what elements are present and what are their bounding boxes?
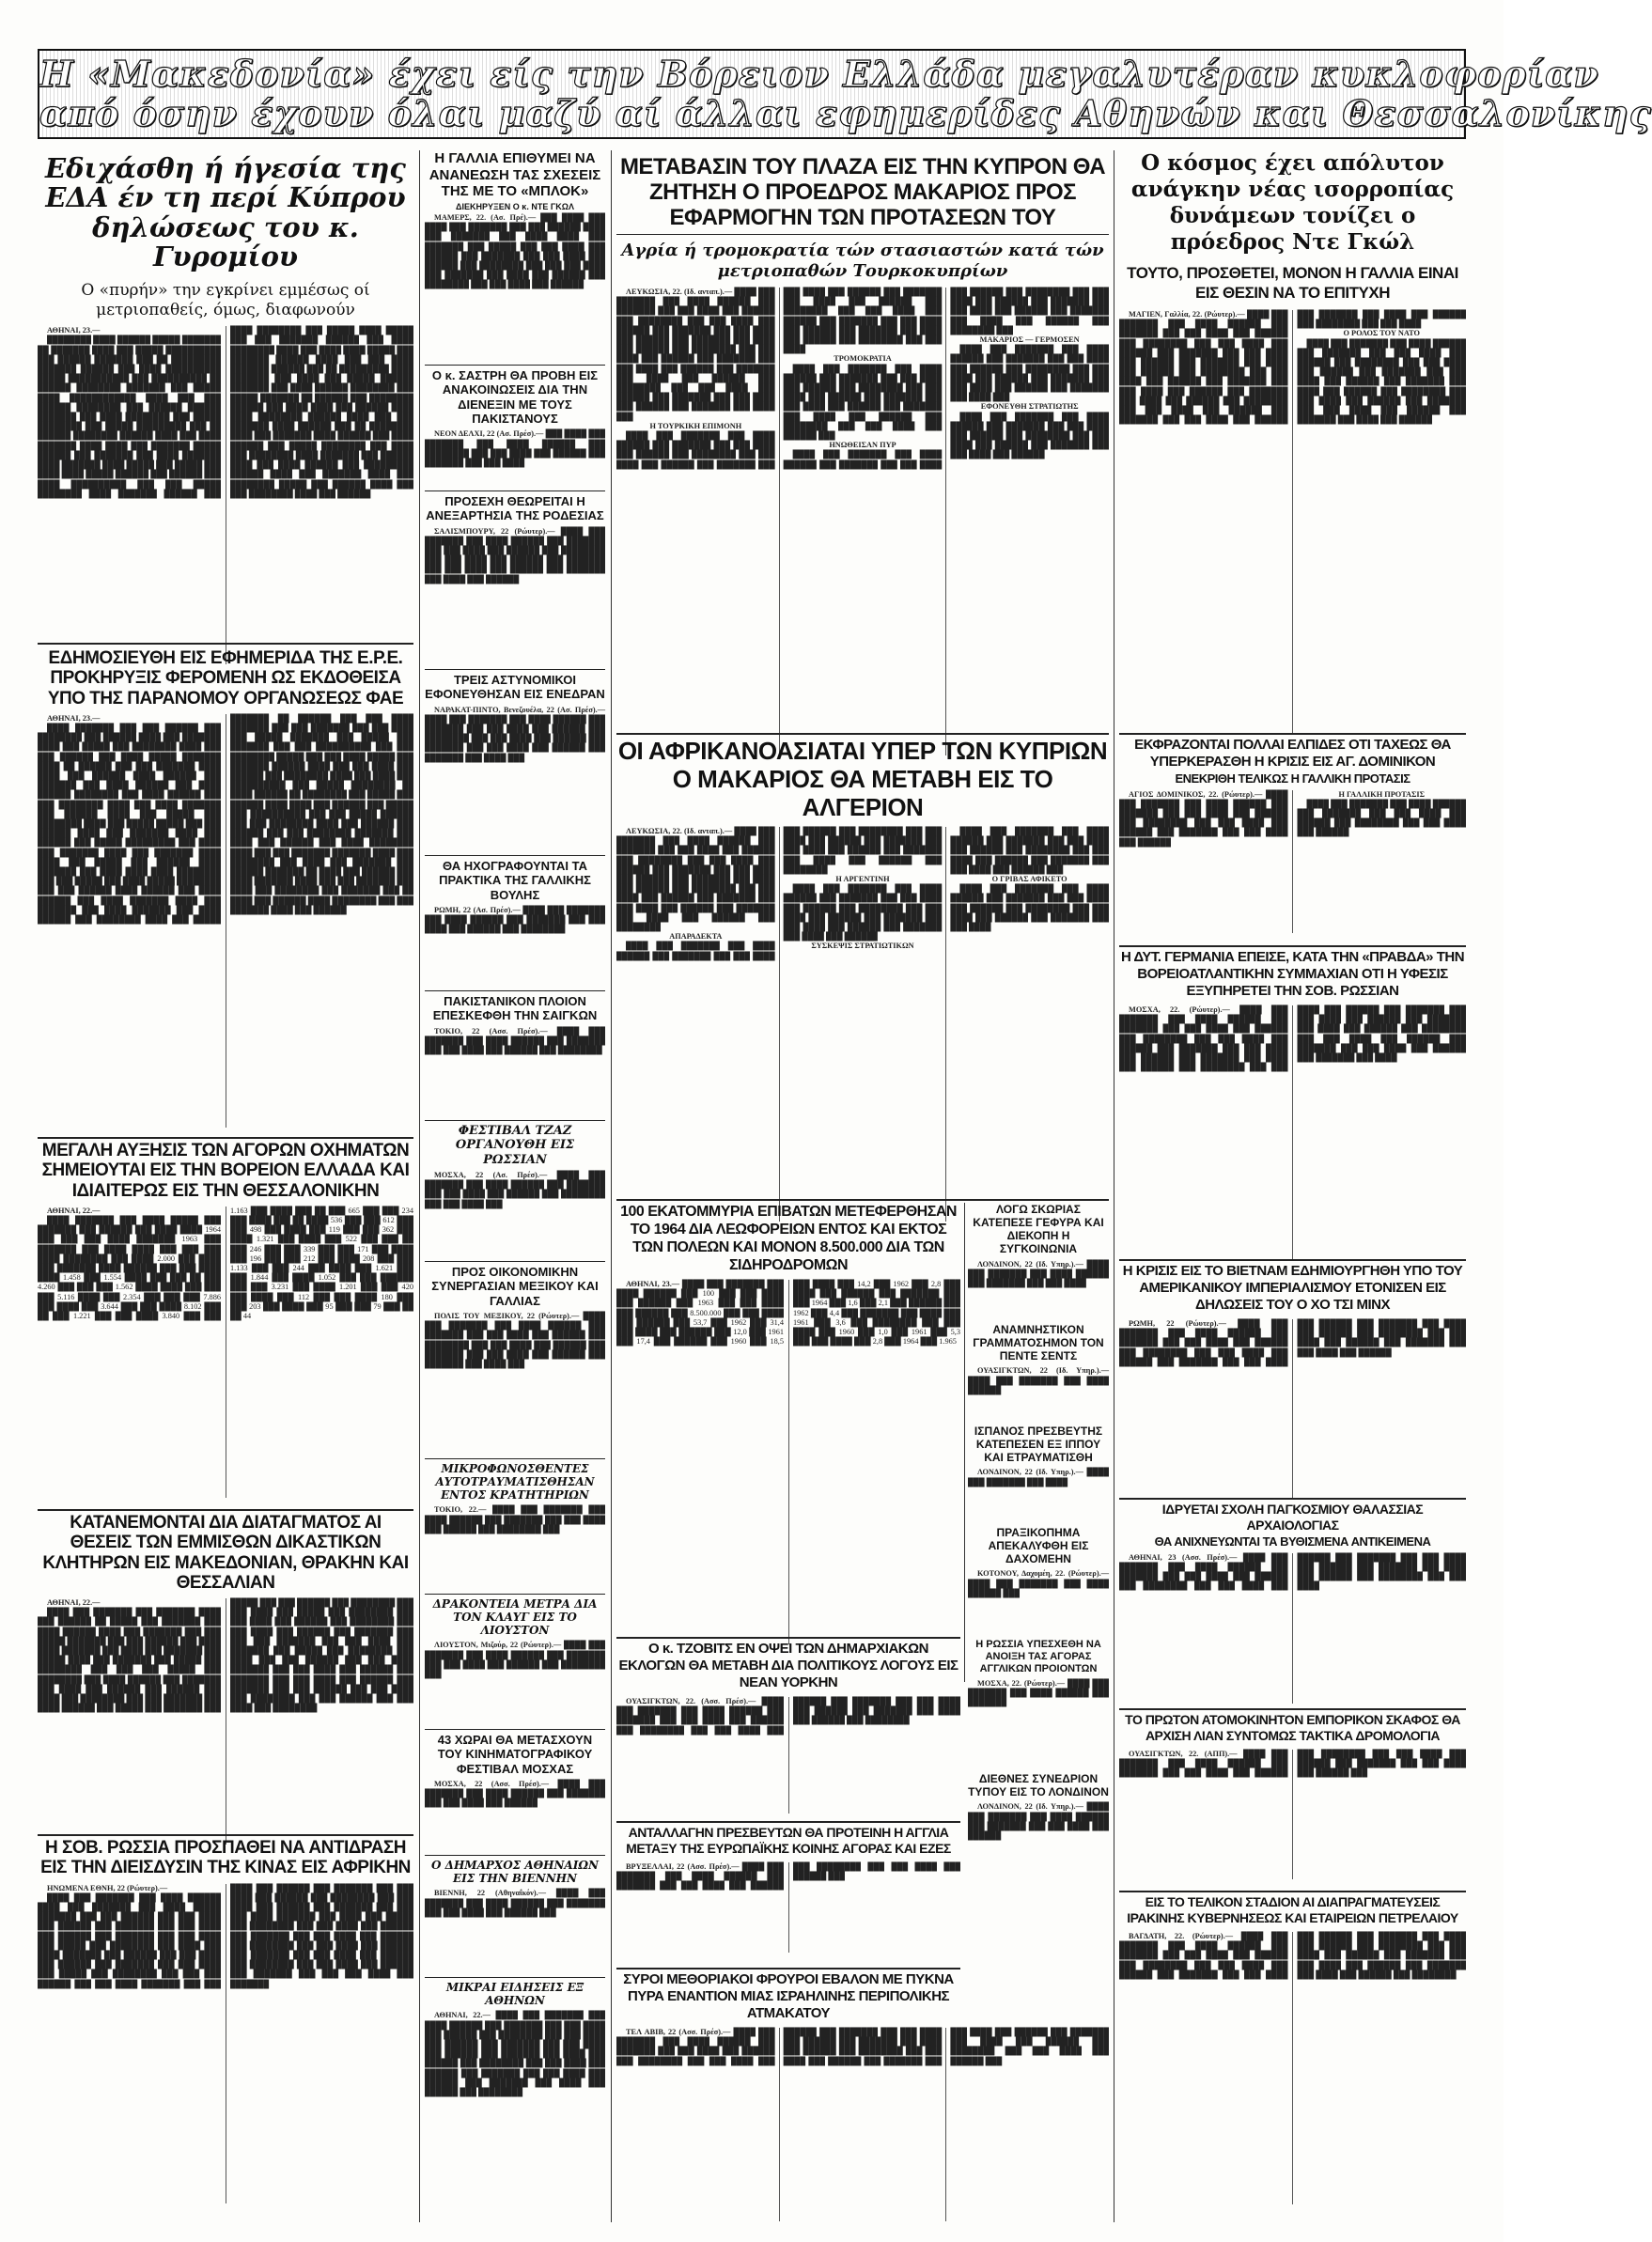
dateline: ΜΑΓΙΕΝ, Γαλλία, 22. (Ρώυτερ).— [1129, 310, 1245, 319]
article-bridge [968, 1203, 1109, 1319]
article-body: ΜΑΜΕΡΣ, 22. (Ασ. Πρέ).— ███ ████ ███ ████ ███ ███████ ███ ███ ██████ ████ ███ ███████ ███ ████ ████ ███ ███████ ███ █████ ███ ███ ████ ███ ██████ ███ ███████ ███ ███ ████ ███ ██████ ███ ████████ ███ ███ ███ ████ ███ ███████ ███ ████ ███ ██████ ███ ████████ ███ ███ ████ ███ ██████ [425, 213, 605, 289]
article-afro-asians [616, 737, 1109, 1199]
masthead-line-2: από όσην έχουν όλαι μαζύ αί άλλαι εφημερίδες Αθηνών και Θεσσαλονίκης [39, 92, 1652, 134]
article-body: ΤΟΚΙΟ, 22 (Ασσ. Πρέσ).— ████ ███ ███████ ███ ████ ██████ ███ ███████ ███ ███ ████ ███ ██████ ███ ████████ [425, 1026, 605, 1055]
dateline: ΒΡΥΞΕΛΛΑΙ, 22 (Ασσ. Πρέσ).— [626, 1862, 740, 1871]
dateline: ΡΩΜΗ, 22 (Ρώυτερ).— [1129, 1319, 1226, 1328]
article-ambassadors [616, 1825, 960, 1966]
section-divider [38, 1834, 413, 1836]
article-body: ΚΟΤΟΝΟΥ, Δαχομέη, 22. (Ρώυτερ).— ████ ███ ███████ ███ ████ ██████ ███ [968, 1569, 1109, 1597]
dateline: ΑΘΗΝΑΙ, 23.— [47, 326, 101, 335]
dateline: ΛΟΝΔΙΝΟΝ, 22 (Ιδ. Υπηρ.).— [977, 1468, 1083, 1477]
article-body: ΑΘΗΝΑΙ, 23.— ████ ███ ███████ ███ ████ ██████ ███ 100 ███ ███ ████ ███ ██████ ███ 1963 ███ ███ ████ ███ ██████ ███ 8.500.000 ███ ███ ████ ███ ██████ ███ 53,7 ███ 1962 ███ 31,4 ███ ████ ███ ██████ ███ 12,0 ███ 1961 ███ 17,4 ███ ██████ ███ 1960 ███ 18,5 ███ ████ ███ 14,2 ███ 1962 ███ 2,8 ███ ████ ███ ██████ ███ ███████ ███ ███ 1964 ███ 1,6 ███ 2,1 ███ ██████ ███ 1962 ███ 4,4 ███ ███████ ███ ████ ███ 1961 ███ 3,6 ███ ████████ ███ ███ ████ ███ 1960 ███ 1,0 ███ 1961 ███ 5,3 ███ ███ ████ ███ 2,8 ███ 1964 ███ 1.965 [616, 1280, 960, 1347]
article-saigon [425, 994, 605, 1120]
dateline: ΑΘΗΝΑΙ, 23 (Ασσ. Πρέσ).— [1129, 1552, 1238, 1562]
article-degaulle-balance [1119, 150, 1466, 733]
article-body: ΤΟΚΙΟ, 22.— ████ ███ ███████ ███ ████ ██████ ███ ███████ ███ ███ ████ ███ ██████ ███ ████████ ███ [425, 1505, 605, 1534]
column-rule [419, 150, 420, 2222]
headline: ΕΔΗΜΟΣΙΕΥΘΗ ΕΙΣ ΕΦΗΜΕΡΙΔΑ ΤΗΣ Ε.Ρ.Ε. ΠΡΟΚΗΡΥΞΙΣ ΦΕΡΟΜΕΝΗ ΩΣ ΕΚΔΟΘΕΙΣΑ ΥΠΟ ΤΗΣ ΠΑΡΑΝΟΜΟΥ ΟΡΓΑΝΩΣΕΩΣ ΦΑΕ [47, 648, 404, 708]
section-divider [616, 1637, 960, 1639]
section-divider [425, 1594, 605, 1595]
article-plaza-cyprus [616, 150, 1109, 733]
dateline: ΚΟΤΟΝΟΥ, Δαχομέη, 22. (Ρώυτερ).— [977, 1569, 1109, 1579]
article-syria [616, 1971, 1109, 2223]
headline: Ο κόσμος έχει απόλυτον ανάγκην νέας ισορροπίας δυνάμεων τονίζει ο πρόεδρος Ντε Γκώλ [1130, 150, 1455, 255]
section-divider [425, 990, 605, 991]
headline: ΤΟ ΠΡΩΤΟΝ ΑΤΟΜΟΚΙΝΗΤΟΝ ΕΜΠΟΡΙΚΟΝ ΣΚΑΦΟΣ ΘΑ ΑΡΧΙΣΗ ΛΙΑΝ ΣΥΝΤΟΜΩΣ ΤΑΚΤΙΚΑ ΔΡΟΜΟΛΟΓΙΑ [1125, 1712, 1460, 1743]
headline: ΚΑΤΑΝΕΜΟΝΤΑΙ ΔΙΑ ΔΙΑΤΑΓΜΑΤΟΣ ΑΙ ΘΕΣΕΙΣ ΤΩΝ ΕΜΜΙΣΘΩΝ ΔΙΚΑΣΤΙΚΩΝ ΚΛΗΤΗΡΩΝ ΕΙΣ ΜΑΚΕΔΟΝΙΑΝ, ΘΡΑΚΗΝ ΚΑΙ ΘΕΣΣΑΛΙΑΝ [42, 1513, 409, 1593]
masthead-line-1: Η «Μακεδονία» έχει είς την Βόρειον Ελλάδα μεγαλυτέραν κυκλοφορίαν [39, 53, 1599, 95]
article-body: ΜΟΣΧΑ, 22 (Ασ. Πρέσ).— ████ ███ ███████ ███ ████ ██████ ███ ███████ ███ ███ ████ ███ ██████ ███ ████████ ███ ███ ████ ███ [425, 1170, 606, 1208]
article-notaries [38, 1513, 413, 1834]
article-small-news [425, 1981, 605, 2223]
article-recorded [425, 859, 605, 990]
dateline: ΜΟΣΧΑ, 22 (Ασσ. Πρέσ).— [434, 1779, 550, 1788]
section-heading: ΜΑΚΑΡΙΟΣ — ΓΕΡΜΟΣΕΝ [979, 335, 1080, 345]
section-divider [38, 643, 413, 645]
section-divider [425, 1977, 605, 1978]
article-body: ΛΟΝΔΙΝΟΝ, 22 (Ιδ. Υπηρ.).— ████ ███ ███████ ███ ████ ██████ ███ ███████ ███ ███ ████ ███ ██████ [968, 1802, 1109, 1840]
section-divider [425, 1458, 605, 1459]
article-body: ΟΥΑΣΙΓΚΤΩΝ, 22. (Ασσ. Πρέσ).— ████ ███ ███████ ███ ████ ██████ ███ ███████ ███ ███ ████ ███ ██████ ███ ████████ ███ ███ ████ ███ ██████ ███ ███████ ███ ███ ████ ███ ██████ ███ ███████ ███ ████ ███ ██████ ███ ████████ [616, 1697, 960, 1735]
article-body: ΑΘΗΝΑΙ, 23 (Ασσ. Πρέσ).— ████ ███ ███████ ███ ████ ██████ ███ ███████ ███ ███ ████ ███ ██████ ███ ████████ ███ ███ ████ ███ ██████ ███ ███████ ███ ███ ████ ███ ██████ ███ ███████ ███ ████ ███ ██████ ███ ████████ ███ ███ ████ [1119, 1552, 1466, 1591]
article-body: ΛΙΟΥΣΤΟΝ, Μιζούρ, 22 (Ρώυτερ).— ████ ███ ███████ ███ ████ ██████ ███ ███████ ███ ███ ████ ███ ██████ ███ ████████ ███ [425, 1641, 605, 1679]
section-divider [425, 669, 605, 670]
article-body: ΜΟΣΧΑ, 22. (Ρώυτερ).— ████ ███ ███████ ███ ████ ██████ ███ ███████ ███ ███ ████ ███ ██████ ███ ████████ ███ ███ ████ ███ ██████ ███ ███████ ███ ███ ████ ███ ██████ ███ ███████ ███ ████ ███ ██████ ███ ████████ ███ ███ ████ ███ ██████ ███ ███████ ███ ███ ████ ███ ██████ ███ ███████ ███ ████ ███ ██████ ███ ████████ ███ ███ ████ ███ ██████ ███ ███████ ███ ███ ████ ███ ██████ ███ ███████ ███ ████ [1119, 1005, 1466, 1072]
article-passengers [616, 1203, 960, 1635]
dateline: ΜΟΣΧΑ, 22. (Ρώυτερ).— [977, 1678, 1066, 1688]
subheadline: ΕΝΕΚΡΙΘΗ ΤΕΛΙΚΩΣ Η ΓΑΛΛΙΚΗ ΠΡΟΤΑΣΙΣ [1175, 771, 1410, 786]
section-divider [616, 1199, 1109, 1201]
headline: ΙΔΡΥΕΤΑΙ ΣΧΟΛΗ ΠΑΓΚΟΣΜΙΟΥ ΘΑΛΑΣΣΙΑΣ ΑΡΧΑΙΟΛΟΓΙΑΣ [1161, 1502, 1424, 1533]
headline: ΔΡΑΚΟΝΤΕΙΑ ΜΕΤΡΑ ΔΙΑ ΤΟΝ ΚΛΑΥΓ ΕΙΣ ΤΟ ΛΙΟΥΣΤΟΝ [432, 1597, 598, 1638]
dateline: ΛΟΝΔΙΝΟΝ, 22 (Ιδ. Υπηρ.).— [977, 1259, 1083, 1269]
article-ussr-africa [38, 1838, 413, 2223]
headline: Εδιχάσθη ή ήγεσία της ΕΔΑ έν τη περί Κύπρου δηλώσεως του κ. Γυρομίου [45, 152, 406, 272]
article-body: ΜΑΓΙΕΝ, Γαλλία, 22. (Ρώυτερ).— ████ ███ ███████ ███ ████ ██████ ███ ███████ ███ ███ ████ ███ ██████ ███ ████████ ███ ███ ████ ███ ██████ ███ ███████ ███ ███ ████ ███ ██████ ███ ███████ ███ ████ ███ ██████ ███ ████████ ███ ███ ████ ███ ██████ ███ ███████ ███ ███ ████ ███ ██████ ███ ███████ ███ ████ ███ ██████ ███ ████████ ███ ███ ████ ███ ██████ ███ ███████ ███ ███ ████ ███ ██████ ███ ███████ ███ ████ ███ ██████ ███ ████████ ███ ███ ████ Ο ΡΟΛΟΣ ΤΟΥ ΝΑΤΟ ████ ███ ███████ ███ ████ ██████ ███ ███████ ███ ███ ████ ███ ██████ ███ ████████ ███ ███ ████ ███ ██████ ███ ███████ ███ ███ ████ ███ ██████ ███ ███████ ███ ████ ███ ██████ ███ ████████ ███ ███ ████ ███ ██████ ███ ███████ ███ ███ ████ ███ ██████ ███ ███████ ███ ████ ███ ██████ [1119, 310, 1466, 425]
article-body: ΒΡΥΞΕΛΛΑΙ, 22 (Ασσ. Πρέσ).— ████ ███ ███████ ███ ████ ██████ ███ ███████ ███ ███ ████ ███ ██████ ███ ████████ ███ ███ ████ ███ ██████ ███ [616, 1862, 960, 1891]
dateline: ΑΘΗΝΑΙ, 22.— [47, 1206, 101, 1215]
article-mayor [425, 1859, 605, 1977]
article-ere [38, 646, 413, 1137]
headline: ΣΥΡΟΙ ΜΕΘΟΡΙΑΚΟΙ ΦΡΟΥΡΟΙ ΕΒΑΛΟΝ ΜΕ ΠΥΚΝΑ ΠΥΡΑ ΕΝΑΝΤΙΟΝ ΜΙΑΣ ΙΣΡΑΗΛΙΝΗΣ ΠΕΡΙΠΟΛΙΚΗΣ ΑΤΜΑΚΑΤΟΥ [623, 1971, 954, 2021]
headline: ΔΙΕΘΝΕΣ ΣΥΝΕΔΡΙΟΝ ΤΥΠΟΥ ΕΙΣ ΤΟ ΛΟΝΔΙΝΟΝ [968, 1772, 1109, 1799]
dateline: ΑΘΗΝΑΙ, 23.— [626, 1280, 680, 1288]
article-coup [968, 1526, 1109, 1635]
dateline: ΑΓΙΟΣ ΔΟΜΙΝΙΚΟΣ, 22. (Ρώυτερ).— [1129, 789, 1263, 799]
dateline: ΠΟΛΙΣ ΤΟΥ ΜΕΞΙΚΟΥ, 22 (Ρώυτερ).— [434, 1311, 580, 1320]
section-heading: ΗΝΩΘΕΙΣΑΝ ΠΥΡ [829, 441, 896, 450]
section-divider [1119, 733, 1466, 735]
article-dominican [1119, 737, 1466, 945]
headline: ΕΙΣ ΤΟ ΤΕΛΙΚΟΝ ΣΤΑΔΙΟΝ ΑΙ ΔΙΑΠΡΑΓΜΑΤΕΥΣΕΙΣ ΙΡΑΚΙΝΗΣ ΚΥΒΕΡΝΗΣΕΩΣ ΚΑΙ ΕΤΑΙΡΕΙΩΝ ΠΕΤΡΕΛΑΙΟΥ [1127, 1894, 1458, 1925]
dateline: ΣΑΛΙΣΜΠΟΥΡΥ, 22 (Ρώυτερ).— [434, 526, 555, 536]
article-body: ΣΑΛΙΣΜΠΟΥΡΥ, 22 (Ρώυτερ).— ████ ███ ███████ ███ ████ ██████ ███ ███████ ███ ███ ████ ███ ██████ ███ ████████ ███ ███ ████ ███ ██████ ███ ███████ ███ ███ ████ ███ ██████ ███ ███████ ███ ████ ███ ██████ [425, 526, 605, 584]
section-divider [425, 1120, 605, 1121]
section-divider [425, 365, 605, 366]
article-body: ΝΑΡΑΚΑΤ-ΠΙΝΤΟ, Βενεζουέλα, 22 (Ασ. Πρέσ).— ████ ███ ███████ ███ ████ ██████ ███ ███████ ███ ███ ████ ███ ██████ ███ ████████ ███ ███ ████ ███ ██████ ███ ███████ ███ ███ ████ ███ ██████ ███ ███████ ███ ████ ███ [425, 705, 605, 762]
subheadline: Αγρία ή τρομοκρατία τών στασιαστών κατά τών μετριοπαθών Τουρκοκυπρίων [621, 241, 1104, 281]
dateline: ΑΘΗΝΑΙ, 22.— [47, 1598, 101, 1608]
article-films [425, 1733, 605, 1855]
article-atomic-ship [1119, 1712, 1466, 1891]
column-rule [611, 150, 612, 2222]
section-divider [1119, 945, 1466, 947]
article-body: ΤΕΛ ΑΒΙΒ, 22 (Ασσ. Πρέσ).— ████ ███ ███████ ███ ████ ██████ ███ ███████ ███ ███ ████ ███ ██████ ███ ████████ ███ ███ ████ ███ ██████ ███ ███████ ███ ███ ████ ███ ██████ ███ ███████ ███ ████ ███ ██████ ███ ████████ ███ ███ ████ ███ ██████ ███ ███████ ███ ███ ████ ███ ██████ ███ ███████ ███ ████ ███ ██████ ███ ████████ ███ ███ ████ ███ ██████ ███ [616, 2028, 1109, 2065]
article-vietnam [1119, 1263, 1466, 1498]
headline: ΠΑΚΙΣΤΑΝΙΚΟΝ ΠΛΟΙΟΝ ΕΠΕΣΚΕΦΘΗ ΤΗΝ ΣΑΙΓΚΩΝ [432, 994, 598, 1023]
section-divider [1119, 1891, 1466, 1892]
dateline: ΤΕΛ ΑΒΙΒ, 22 (Ασσ. Πρέσ).— [626, 2028, 731, 2036]
subheadline: Ο «πυρήν» την εγκρίνει εμμέσως οί μετριοπαθείς, όμως, διαφωνούν [81, 281, 370, 320]
dateline: ΜΟΣΧΑ, 22. (Ρώυτερ).— [1129, 1005, 1230, 1014]
dateline: ΟΥΑΣΙΓΚΤΩΝ, 22. (ΑΠΠ).— [1129, 1750, 1238, 1758]
article-russia-markets [968, 1639, 1109, 1768]
article-body: ΗΝΩΜΕΝΑ ΕΘΝΗ, 22 (Ρώυτερ).— ████ ███ ███████ ███ ████ ██████ ████ ███ ███████ ███ ████ █████ ███████ ███ ███ ██████ ███ ███ ████ ███ ██████ ███ ███████ ███ ███ ████ ███ ██████ ███ ███████ ███ ███ ████ ███ █████ ███ ████████ ███ ████ ███ ████ ███████ ███ ██████ ███ ███ ████ ███ ██████ ███ ███████ ███ ███ ████ ███ █████ ███ ████████ ███ ███ ███ ██████ ███ ███ ████ ███████ ███ ███ ████ ███ ██████ ███ ███████ ███ ███ ████ ███ ██████ ███ ████████ ███ ███ ████ ███ ██████ ███ ███████ ███ ███ ███ ████ ███████ ███ ████ ███ █████ ███ ████████ ███ ███ ████ ███ ██████ ███ ███████ ███ ███ ████ ███ ██████ ███ ████████ ███ ███ ████ ███ ██████ ███ ███████ ███ ███ ████ ███ ██████ ███ ████████ ███ ███ ████ ███ ██████ ███ ███████ ███ ███ ███ ████ ███ ███████ [38, 1883, 413, 1988]
section-divider [425, 1855, 605, 1856]
headline: ΤΡΕΙΣ ΑΣΤΥΝΟΜΙΚΟΙ ΕΦΟΝΕΥΘΗΣΑΝ ΕΙΣ ΕΝΕΔΡΑΝ [425, 673, 605, 702]
headline: ΙΣΠΑΝΟΣ ΠΡΕΣΒΕΥΤΗΣ ΚΑΤΕΠΕΣΕΝ ΕΞ ΙΠΠΟΥ ΚΑΙ ΕΤΡΑΥΜΑΤΙΣΘΗ [974, 1425, 1103, 1465]
article-body: ΟΥΑΣΙΓΚΤΩΝ, 22. (ΑΠΠ).— ████ ███ ███████ ███ ████ ██████ ███ ███████ ███ ███ ████ ███ ██████ ███ ████████ ███ ███ ████ ███ ██████ ███ ███████ ███ ███ ████ ███ ██████ ███ [1119, 1750, 1466, 1778]
headline: ΑΝΤΑΛΛΑΓΗΝ ΠΡΕΣΒΕΥΤΩΝ ΘΑ ΠΡΟΤΕΙΝΗ Η ΑΓΓΛΙΑ ΜΕΤΑΞΥ ΤΗΣ ΕΥΡΩΠΑΪΚΗΣ ΚΟΙΝΗΣ ΑΓΟΡΑΣ ΚΑΙ ΕΖΕΣ [626, 1825, 951, 1856]
headline: ΠΡΑΞΙΚΟΠΗΜΑ ΑΠΕΚΑΛΥΦΘΗ ΕΙΣ ΔΑΧΟΜΕΗΝ [988, 1526, 1089, 1566]
headline: Ο κ. ΤΖΟΒΙΤΣ ΕΝ ΟΨΕΙ ΤΩΝ ΔΗΜΑΡΧΙΑΚΩΝ ΕΚΛΟΓΩΝ ΘΑ ΜΕΤΑΒΗ ΔΙΑ ΠΟΛΙΤΙΚΟΥΣ ΛΟΓΟΥΣ ΕΙΣ ΝΕΑΝ ΥΟΡΚΗΝ [618, 1641, 958, 1690]
article-body: ΑΘΗΝΑΙ, 23.— ████████ ████ ██████ █████ ███████ ██ ███████ ████ ███ █████ ██████████ ███ ██████ ███████ ███ ██ █████████ ███████ ██████ ███ ████ ██████████ █████ ███████████ ███ ██████████ ██ ██████ ████████ ███████ ███ █████ ████ ████████████ ████ ███ ███ ██████ ████████ ███ ██████ ██████ ███████ ███ ████ ████████ ███ █████ ████████ ███ █████ █████████ ███ ██ ██████ ████████ ██████ ████ ███ ████ ███████ ████ ████ ███ ███████ █████ ██████ ███ ███████ ███ ████ ███████ ████ ███████ ████ █████ ███ █████ ███ ████ ████ █████ ██████ ███ ██████ ███ ████ ██████████ ███ ███ █████ ████████ ████ ███████ ██████ ███ ████ ████████ ███ █████ ████ █████ ███ ███ ███████ ██████ ███ ████ ████████ ████ ███ ████ ████ █████ ███ ███████ ██████ ████ ███ ███ ████ ███████ ██████ ███ ██ █████████ ████ ███████ ███ ████ ███ █████ ██████ ███████ ███ ████ ██████ ████████ ███ █████ ███████ ██ ██████ ███ ████████ ██████ ███ ████ ████ ███ ██████ ████ ████ ████████ ██████ ████ ███ ███ ███████ ████ ██████ ███ ██ ████████ ████ ███ ███████ ████ ██████ ███ ████ ██████ ███ █████ ████████ ███ ████ ███ ████████ ████ ███████ ███ ██████ ████ ███ ████ ██████ ███ █████████ ██████ ████ ███ ███████ ████ ███ ████████ █████ ███ ██████ ████ ███ ███ ████████ ████ ███ ██████ [38, 326, 413, 498]
article-houston [425, 1597, 605, 1729]
article-rhodesia [425, 494, 605, 669]
dateline: ΛΕΥΚΩΣΙΑ, 22. (Ιδ. ανταπ.).— [626, 288, 733, 296]
section-heading: ΕΦΟΝΕΥΘΗ ΣΤΡΑΤΙΩΤΗΣ [980, 402, 1079, 412]
article-body: ΑΘΗΝΑΙ, 22.— ████ ███████ ███ ████ █████ ███ ███████ ███ ██████ ███ ████ ████ 1964 ███ ███ ███ ████ ███████ 1963 ███ ███████ ███ ████ ████ ███ ███ ███ ████ ████████ ███ ████ 2.000 ███ ████ ███ ███████ ████ ██████ ███ ███ ████ ████ 1.458 ███ 1.554 ████ ███ ███ ██ ███ 4.260 ███ ███ ███ 1.562 ████ ████ ███ ███ ███ 5.116 ████ ███ 2.354 ███ ███ ███ 7.886 ███ ████ ███ 3.644 ███ ███ ████ 8.102 ███ ██ ███ 1.221 ███ ███ ████ 3.840 ███ ███ 1.163 ███ ████ ███ ██ ███ 665 ███ ███ 234 ███ ████ ███ ██ ████ 536 ███ ███ 612 ███ ███ 498 ███ ████ ███ 119 ███ ███ 362 ███ ████ 1.321 ███ ████ ███ 522 ███ ███ ██ ███ 246 ███ ███ 339 ███ ███ 171 ███ ████ ███ 196 ███ ███ 212 ███ ████ 208 ███ ███ 1.133 ███ ███ 244 ███ ████ ███ 1.621 ███ ███ 1.844 ███ ████ 1.052 ███ ███ ██████ ███ ███ 3.231 ███ ████ 1.201 ███ ███ 420 ███ ████ ███ 112 ███ ███ ████ 180 ███ ███ 203 ███ ████ ███ 95 ███ ███ 79 ███ ██ ██ 44 [38, 1206, 413, 1321]
dateline: ΡΩΜΗ, 22 (Ασ. Πρέσ).— [434, 905, 521, 914]
headline: Ο κ. ΣΑΣΤΡΗ ΘΑ ΠΡΟΒΗ ΕΙΣ ΑΝΑΚΟΙΝΩΣΕΙΣ ΔΙΑ ΤΗΝ ΔΙΕΝΕΞΙΝ ΜΕ ΤΟΥΣ ΠΑΚΙΣΤΑΝΟΥΣ [431, 368, 599, 426]
byline: ΔΙΕΚΗΡΥΞΕΝ Ο κ. ΝΤΕ ΓΚΩΛ [456, 202, 574, 212]
section-divider [616, 1821, 960, 1823]
headline: ΘΑ ΗΧΟΓΡΑΦΟΥΝΤΑΙ ΤΑ ΠΡΑΚΤΙΚΑ ΤΗΣ ΓΑΛΛΙΚΗΣ ΒΟΥΛΗΣ [439, 859, 591, 902]
headline: ΜΕΓΑΛΗ ΑΥΞΗΣΙΣ ΤΩΝ ΑΓΟΡΩΝ ΟΧΗΜΑΤΩΝ ΣΗΜΕΙΟΥΤΑΙ ΕΙΣ ΤΗΝ ΒΟΡΕΙΟΝ ΕΛΛΑΔΑ ΚΑΙ ΙΔΙΑΙΤΕΡΩΣ ΕΙΣ ΤΗΝ ΘΕΣΣΑΛΟΝΙΚΗΝ [41, 1141, 410, 1201]
article-body: ΛΕΥΚΩΣΙΑ, 22. (Ιδ. ανταπ.).— ████ ███ ███████ ███ ████ ██████ ███ ███████ ███ ███ ████ ███ ██████ ███ ████████ ███ ███ ████ ███ ██████ ███ ███████ ███ ███ ████ ███ ██████ ███ ███████ ███ ████ ███ ██████ ███ ████████ ███ ███ ████ ███ ██████ ███ ███████ ███ ███ ████ ███ ██████ ███ ███████ ███ ████ ███ ██████ ███ ████████ ΑΠΑΡΑΔΕΚΤΑ ████ ███ ███████ ███ ████ ██████ ███ ███████ ███ ███ ████ ███ ██████ ███ ████████ ███ ███ ████ ███ ██████ ███ ███████ ███ ███ ████ ███ ██████ ███ ███████ ███ ████ ███ ██████ ███ ████████ Η ΑΡΓΕΝΤΙΝΗ ████ ███ ███████ ███ ████ ██████ ███ ███████ ███ ███ ████ ███ ██████ ███ ████████ ███ ███ ████ ███ ██████ ███ ███████ ███ ███ ████ ███ ██████ ███ ███████ ███ ████ ███ ██████ ΣΥΣΚΕΨΙΣ ΣΤΡΑΤΙΩΤΙΚΩΝ ████ ███ ███████ ███ ████ ██████ ███ ███████ ███ ███ ████ ███ ██████ ███ ████████ ███ ███ ████ ███ ██████ ███ ███████ ███ ███ ████ ███ ██████ ███ Ο ΓΡΙΒΑΣ ΑΦΙΚΕΤΟ ████ ███ ███████ ███ ████ ██████ ███ ███████ ███ ███ ████ ███ ██████ ███ ████████ ███ ███ ████ ███ ██████ ███ ███████ ███ ███ ████ [616, 827, 1109, 960]
article-body: ΡΩΜΗ, 22 (Ασ. Πρέσ).— ████ ███ ███████ ███ ████ ██████ ███ ███████ ███ ███ ████ ███ ██████ ███ ████████ [425, 905, 605, 934]
dateline: ΑΘΗΝΑΙ, 22.— [434, 2011, 491, 2020]
headline: Η ΓΑΛΛΙΑ ΕΠΙΘΥΜΕΙ ΝΑ ΑΝΑΝΕΩΣΗ ΤΑΣ ΣΧΕΣΕΙΣ ΤΗΣ ΜΕ ΤΟ «ΜΠΛΟΚ» [429, 150, 601, 200]
section-heading: Η ΤΟΥΡΚΙΚΗ ΕΠΙΜΟΝΗ [649, 421, 742, 430]
section-heading: Η ΓΑΛΛΙΚΗ ΠΡΟΤΑΣΙΣ [1338, 789, 1426, 799]
article-prisoners [425, 1462, 605, 1594]
section-divider [616, 733, 1109, 735]
article-spanish-ambassador [968, 1425, 1109, 1522]
headline: Η ΣΟΒ. ΡΩΣΣΙΑ ΠΡΟΣΠΑΘΕΙ ΝΑ ΑΝΤΙΔΡΑΣΗ ΕΙΣ ΤΗΝ ΔΙΕΙΣΔΥΣΙΝ ΤΗΣ ΚΙΝΑΣ ΕΙΣ ΑΦΡΙΚΗΝ [40, 1838, 411, 1878]
dateline: ΛΕΥΚΩΣΙΑ, 22. (Ιδ. ανταπ.).— [626, 827, 733, 835]
headline: ΠΡΟΣΕΧΗ ΘΕΩΡΕΙΤΑΙ Η ΑΝΕΞΑΡΤΗΣΙΑ ΤΗΣ ΡΟΔΕΣΙΑΣ [426, 494, 604, 523]
headline: 43 ΧΩΡΑΙ ΘΑ ΜΕΤΑΣΧΟΥΝ ΤΟΥ ΚΙΝΗΜΑΤΟΓΡΑΦΙΚΟΥ ΦΕΣΤΙΒΑΛ ΜΟΣΧΑΣ [437, 1733, 593, 1776]
subheadline: ΘΑ ΑΝΙΧΝΕΥΩΝΤΑΙ ΤΑ ΒΥΘΙΣΜΕΝΑ ΑΝΤΙΚΕΙΜΕΝΑ [1154, 1534, 1431, 1549]
dateline: ΛΟΝΔΙΝΟΝ, 22 (Ιδ. Υπηρ.).— [977, 1802, 1083, 1812]
article-javits [616, 1641, 960, 1819]
article-body: ΜΟΣΧΑ, 22. (Ρώυτερ).— ████ ███ ███████ ███ ████ ██████ ███ ███████ [968, 1678, 1110, 1707]
section-divider [1119, 1259, 1466, 1261]
article-body: ΜΟΣΧΑ, 22 (Ασσ. Πρέσ).— ████ ███ ███████ ███ ████ ██████ ███ ███████ ███ ███ ████ ███ ██████ [425, 1779, 605, 1808]
article-police [425, 673, 605, 855]
article-festival [425, 1124, 605, 1261]
dateline: ΗΝΩΜΕΝΑ ΕΘΝΗ, 22 (Ρώυτερ).— [47, 1883, 168, 1892]
section-heading: Η ΑΡΓΕΝΤΙΝΗ [835, 875, 890, 884]
article-press-congress [968, 1772, 1109, 1923]
headline: ΛΟΓΩ ΣΚΩΡΙΑΣ ΚΑΤΕΠΕΣΕ ΓΕΦΥΡΑ ΚΑΙ ΔΙΕΚΟΠΗ Η ΣΥΓΚΟΙΝΩΝΙΑ [973, 1203, 1104, 1256]
article-body: ΛΟΝΔΙΝΟΝ, 22 (Ιδ. Υπηρ.).— ████ ███ ███████ ███ ████ ██████ ███ ███████ ███ ███ ████ [968, 1259, 1109, 1288]
headline: ΦΕΣΤΙΒΑΛ ΤΖΑΖ ΟΡΓΑΝΟΥΘΗ ΕΙΣ ΡΩΣΣΙΑΝ [455, 1124, 575, 1167]
section-divider [425, 490, 605, 491]
section-heading: ΣΥΣΚΕΨΙΣ ΣΤΡΑΤΙΩΤΙΚΩΝ [811, 942, 914, 951]
headline: Η ΚΡΙΣΙΣ ΕΙΣ ΤΟ ΒΙΕΤΝΑΜ ΕΔΗΜΙΟΥΡΓΗΘΗ ΥΠΟ ΤΟΥ ΑΜΕΡΙΚΑΝΙΚΟΥ ΙΜΠΕΡΙΑΛΙΣΜΟΥ ΕΤΟΝΙΣΕΝ ΕΙΣ ΔΗΛΩΣΕΙΣ ΤΟΥ Ο ΧΟ ΤΣΙ ΜΙΝΧ [1122, 1263, 1463, 1313]
article-body: ΑΘΗΝΑΙ, 22.— ████ ███ ███████ ███ ████ ██████ ███ ███████ ███ ███ ████ ███ ██████ ███ ████████ ███ ███ ████ ███ ██████ ███ ███████ ███ ███ ████ ███ ██████ ███ ███████ ███ ████ ███ ██████ ███ ████████ ███ ███ ████ ███ ██████ ███ ███████ ███ ███ ████ ███ ██████ ███ ███████ ███ ████ ███ ██████ ███ ████████ [425, 2011, 606, 2096]
section-divider [425, 1729, 605, 1730]
headline: ΟΙ ΑΦΡΙΚΑΝΟΑΣΙΑΤΑΙ ΥΠΕΡ ΤΩΝ ΚΥΠΡΙΩΝ Ο ΜΑΚΑΡΙΟΣ ΘΑ ΜΕΤΑΒΗ ΕΙΣ ΤΟ ΑΛΓΕΡΙΟΝ [617, 737, 1108, 821]
section-heading: Ο ΓΡΙΒΑΣ ΑΦΙΚΕΤΟ [991, 875, 1068, 884]
article-pravda [1119, 949, 1466, 1259]
headline: ΜΙΚΡΑΙ ΕΙΔΗΣΕΙΣ ΕΞ ΑΘΗΝΩΝ [445, 1981, 584, 2008]
article-eda [38, 150, 413, 643]
dateline: ΜΑΜΕΡΣ, 22. (Ασ. Πρέ).— [434, 213, 537, 223]
article-body: ΑΘΗΝΑΙ, 23.— ████ ███████ ███ ███ ██████ ███ ████████ ███ ██████ ████ ███ ███████ ████ ███ █████ ███ ████████ ████ ███ ███ ██████ ███ ████ █████ ███████ ████ ██ ██████ ███ ███ ███████ ████ ████ ███ ██████ ████ ██████ ███ ███████ ███ ████ ██████ ███ ████ ██████ ████████ ███ ████ ██████ ███ ███ ████████ ████ ███ ████ ███████ ███ ██████ ████ ███ █████ ███ ████████ ████ ███ █████ █████ ███ ███ ██████ ████ ███ ███████ ████ ███ ██████ ███ █████ █████████ ███ ████ ███ ███████ ████ ███ ███████ ████ ████ ███ █████ ███ ██████ ████ ███████ ███ ████ ████ ████ ████████ ███ ███ █████ ███ ████ █████ ████████ ███ ███ ██████ ████ ██████ ███ ████ ██████ ███ ████ ███████ ████ ███ ███████ ███ ████ ███████ ███ ████ ██████ ███ ████████ ████ ███ █████ ███████ ██ ██████ ███ ███ ████ ███████ ███ ███ ███████ ███ ███ ████ ███ █████ ███████ ███ █████ ███ ███████ ███ ███ ██████████ ███ ███ ████████ █████ ███ ███ ████ █████ ███ ███████ ██████ ████ ███ ███ ████ ███ ██████ ███ ████████ ████ ███ ████ ███ ██████████ ███ █████ ████████ ██ ████ ██████ ██ ████████ ███ █████ ███ ██████ ████ ████ ███ ██████ ███ █████ ███ ██████████ ███ ███ █████ ██████ ███ ███ ████████ ████ ███ ██████ ███ ██████ ███ ███ ████████ ███████ ███ ████ ███ ██████ ███ ████ ████████ ████ ███ ███ ███████ ███████ ████ ███ ████████ ███ ████ ███ ███████ ███ ██████ ███████ ██ ████ ███ ██████ ███ ████ ███████ ████ ███ ███ ███████ ███ ████ ███ ████████ ███ ███████ ███ ██ ████ ███ ██████ ████ ████████ ███ ███ ███████ ████ ███ ██████ [38, 713, 413, 925]
article-body: ΛΕΥΚΩΣΙΑ, 22. (Ιδ. ανταπ.).— ████ ███ ███████ ███ ████ ██████ ███ ███████ ███ ███ ████ ███ ██████ ███ ████████ ███ ███ ████ ███ ██████ ███ ███████ ███ ███ ████ ███ ██████ ███ ███████ ███ ████ ███ ██████ ███ ████████ ███ ███ ████ ███ ██████ ███ ███████ ███ ███ ████ ███ ██████ ███ ███████ ███ ████ ███ ██████ ███ ████████ ███ ███ ████ ███ ██████ ███ ███████ ███ ███ ████ ███ ██████ ███ ███████ ███ ████ ███ Η ΤΟΥΡΚΙΚΗ ΕΠΙΜΟΝΗ ████ ███ ███████ ███ ████ ██████ ███ ███████ ███ ███ ████ ███ ██████ ███ ████████ ███ ███ ████ ███ ██████ ███ ███████ ███ ███ ████ ███ ██████ ███ ███████ ███ ████ ███ ██████ ███ ████████ ███ ███ ████ ███ ██████ ███ ███████ ███ ███ ████ ███ ██████ ███ ███████ ███ ████ ███ ██████ ███ ████████ ███ ███ ████ ΤΡΟΜΟΚΡΑΤΙΑ ████ ███ ███████ ███ ████ ██████ ███ ███████ ███ ███ ████ ███ ██████ ███ ████████ ███ ███ ████ ███ ██████ ███ ███████ ███ ███ ████ ███ ██████ ███ ███████ ███ ████ ███ ██████ ███ ████████ ███ ███ ████ ███ ██████ ███ ΗΝΩΘΕΙΣΑΝ ΠΥΡ ████ ███ ███████ ███ ████ ██████ ███ ███████ ███ ███ ████ ███ ██████ ███ ████████ ███ ███ ████ ███ ██████ ███ ███████ ███ ███ ████ ███ ██████ ███ ███████ ███ ████ ███ ██████ ███ ████████ ███ ΜΑΚΑΡΙΟΣ — ΓΕΡΜΟΣΕΝ ████ ███ ███████ ███ ████ ██████ ███ ███████ ███ ███ ████ ███ ██████ ███ ████████ ███ ███ ████ ███ ██████ ███ ███████ ███ ███ ████ ███ ██████ ███ ███████ ███ ████ ███ ΕΦΟΝΕΥΘΗ ΣΤΡΑΤΙΩΤΗΣ ████ ███ ███████ ███ ████ ██████ ███ ███████ ███ ███ ████ ███ ██████ ███ ████████ ███ ███ ████ ███ ██████ ███ ███████ ███ ███ ████ ███ ██████ [616, 288, 1109, 469]
article-archaeology [1119, 1502, 1466, 1708]
headline: ΜΕΤΑΒΑΣΙΝ ΤΟΥ ΠΛΑΖΑ ΕΙΣ ΤΗΝ ΚΥΠΡΟΝ ΘΑ ΖΗΤΗΣΗ Ο ΠΡΟΕΔΡΟΣ ΜΑΚΑΡΙΟΣ ΠΡΟΣ ΕΦΑΡΜΟΓΗΝ ΤΩΝ ΠΡΟΤΑΣΕΩΝ ΤΟΥ [616, 150, 1109, 235]
section-heading: ΤΡΟΜΟΚΡΑΤΙΑ [834, 354, 892, 364]
dateline: ΒΙΕΝΝΗ, 22 (Αθηναΐκόν).— [434, 1889, 547, 1898]
dateline: ΤΟΚΙΟ, 22 (Ασσ. Πρέσ).— [434, 1026, 548, 1035]
dateline: ΟΥΑΣΙΓΚΤΩΝ, 22. (Ασσ. Πρέσ).— [626, 1697, 756, 1705]
article-body: ΒΙΕΝΝΗ, 22 (Αθηναΐκόν).— ████ ███ ███████ ███ ████ ██████ ███ ███████ ███ ███ ████ ███ ██████ ███ [425, 1889, 605, 1917]
headline: Η ΔΥΤ. ΓΕΡΜΑΝΙΑ ΕΠΕΙΣΕ, ΚΑΤΑ ΤΗΝ «ΠΡΑΒΔΑ» ΤΗΝ ΒΟΡΕΙΟΑΤΛΑΝΤΙΚΗΝ ΣΥΜΜΑΧΙΑΝ ΟΤΙ Η ΥΦΕΣΙΣ ΕΞΥΠΗΡΕΤΕΙ ΤΗΝ ΣΟΒ. ΡΩΣΣΙΑΝ [1120, 949, 1465, 999]
article-iraq-oil [1119, 1894, 1466, 2223]
article-france-bloc [425, 150, 605, 365]
article-body: ΛΟΝΔΙΝΟΝ, 22 (Ιδ. Υπηρ.).— ████ ███ ███████ ███ ████ [968, 1468, 1109, 1487]
column-rule [964, 1203, 965, 1682]
subheadline: ΤΟΥΤΟ, ΠΡΟΣΘΕΤΕΙ, ΜΟΝΟΝ Η ΓΑΛΛΙΑ ΕΙΝΑΙ ΕΙΣ ΘΕΣΙΝ ΝΑ ΤΟ ΕΠΙΤΥΧΗ [1127, 264, 1458, 302]
headline: 100 ΕΚΑΤΟΜΜΥΡΙΑ ΕΠΙΒΑΤΩΝ ΜΕΤΕΦΕΡΘΗΣΑΝ ΤΟ 1964 ΔΙΑ ΛΕΩΦΟΡΕΙΩΝ ΕΝΤΟΣ ΚΑΙ ΕΚΤΟΣ ΤΩΝ ΠΟΛΕΩΝ ΚΑΙ ΜΟΝΟΝ 8.500.000 ΔΙΑ ΤΩΝ ΣΙΔΗΡΟΔΡΟΜΩΝ [620, 1204, 957, 1273]
article-body: ΟΥΑΣΙΓΚΤΩΝ, 22 (Ιδ. Υπηρ.).— ████ ███ ███████ ███ ████ ██████ [968, 1366, 1109, 1394]
article-stamps [968, 1323, 1109, 1421]
headline: Ο ΔΗΜΑΡΧΟΣ ΑΘΗΝΑΙΩΝ ΕΙΣ ΤΗΝ ΒΙΕΝΝΗΝ [431, 1859, 599, 1886]
masthead-banner [38, 49, 1652, 139]
headline: ΠΡΟΣ ΟΙΚΟΝΟΜΙΚΗΝ ΣΥΝΕΡΓΑΣΙΑΝ ΜΕΞΙΚΟΥ ΚΑΙ ΓΑΛΛΙΑΣ [431, 1265, 599, 1308]
section-divider [425, 855, 605, 856]
dateline: ΝΑΡΑΚΑΤ-ΠΙΝΤΟ, Βενεζουέλα, 22 (Ασ. Πρέσ).— [434, 705, 605, 714]
section-divider [38, 1137, 413, 1139]
section-divider [425, 1261, 605, 1262]
section-heading: ΑΠΑΡΑΔΕΚΤΑ [669, 932, 723, 942]
dateline: ΝΕΟΝ ΔΕΛΧΙ, 22 (Ασ. Πρέσ).— [434, 429, 544, 439]
article-body: ΒΑΓΔΑΤΗ, 22. (Ρώυτερ).— ████ ███ ███████ ███ ████ ██████ ███ ███████ ███ ███ ████ ███ ██████ ███ ████████ ███ ███ ████ ███ ██████ ███ ███████ ███ ███ ████ ███ ██████ ███ ███████ ███ ████ ███ ██████ ███ ████████ ███ ███ ████ ███ ██████ ███ ███████ ███ ███ ████ ███ ██████ ███ ███████ ███ ████ ███ ██████ ███ ████████ [1119, 1932, 1466, 1979]
article-body: ΑΓΙΟΣ ΔΟΜΙΝΙΚΟΣ, 22. (Ρώυτερ).— ████ ███ ███████ ███ ████ ██████ ███ ███████ ███ ███ ████ ███ ██████ ███ ████████ ███ ███ ████ ███ ██████ ███ ███████ ███ ███ ████ ███ ██████ Η ΓΑΛΛΙΚΗ ΠΡΟΤΑΣΙΣ ████ ███ ███████ ███ ████ ██████ ███ ███████ ███ ███ ████ ███ ██████ ███ ████████ ███ ███ ████ ███ ██████ [1119, 789, 1466, 847]
headline: Η ΡΩΣΣΙΑ ΥΠΕΣΧΕΘΗ ΝΑ ΑΝΟΙΞΗ ΤΑΣ ΑΓΟΡΑΣ ΑΓΓΛΙΚΩΝ ΠΡΟΙΟΝΤΩΝ [975, 1639, 1101, 1674]
article-body: ΝΕΟΝ ΔΕΛΧΙ, 22 (Ασ. Πρέσ).— ███ ████ ███ ███████ ███ ████ ██████ ███ ████████ ███ ███ ████ ███ ██████ ███ ███████ ███ ███ ████ [425, 429, 605, 467]
article-body: ΠΟΛΙΣ ΤΟΥ ΜΕΞΙΚΟΥ, 22 (Ρώυτερ).— ████ ███ ███████ ███ ████ ██████ ███ ███████ ███ ███ ████ ███ ██████ ███ ████████ ███ ███ ████ ███ ██████ ███ ███████ ███ ███ ████ ███ ██████ ███ ███████ ███ ████ ███ [425, 1311, 606, 1368]
article-zastri [425, 368, 605, 490]
dateline: ΤΟΚΙΟ, 22.— [434, 1505, 487, 1515]
dateline: ΛΙΟΥΣΤΟΝ, Μιζούρ, 22 (Ρώυτερ).— [434, 1641, 562, 1650]
article-vehicles [38, 1141, 413, 1509]
dateline: ΒΑΓΔΑΤΗ, 22. (Ρώυτερ).— [1129, 1932, 1234, 1940]
section-divider [1119, 1498, 1466, 1500]
dateline: ΜΟΣΧΑ, 22 (Ασ. Πρέσ).— [434, 1170, 548, 1179]
article-body: ΡΩΜΗ, 22 (Ρώυτερ).— ████ ███ ███████ ███ ████ ██████ ███ ███████ ███ ███ ████ ███ ██████ ███ ████████ ███ ███ ████ ███ ██████ ███ ███████ ███ ███ ████ ███ ██████ ███ ███████ ███ ████ ███ ██████ ███ ████████ ███ ███ ████ ███ ██████ ███ ███████ ███ ███ ████ ███ ██████ [1119, 1319, 1466, 1366]
article-body: ΑΘΗΝΑΙ, 22.— ████ ███ ███████ ███ ███████ ████ ███ ██████ ██ █████ ███ ███████ ███ ████ ██████ ████ ███ ███████ ███ ███ █████ ███████ ███ ███ ██████ ███ ████ ████ ███████ ███ ████ ███ ███████ ███ █████ ████ ███ ███████ ███ █████ ███ ████████ ███ ███ ███ █████ ███ ████████ ███ ████ ██████ ███ ███████ ███ ████ ███ ██████ ███ ██████ ███ ████ ███ ████████ ███ ███ ███████ ███ ████ ██████ ███ █████ ███ ███████ ███ █████ ███ ███ ██████ ███ ████████ ███ ███ ████ ███ █████ ███ ████████ ███ ███ ████ ███ ██████ ███ ████████ ███ ███ ████ ███ ██████ ███ ███████ ███ ███ ███ ███████ ███ ███ ████ ███ ███████ ███ █████ ███ ████████ ███ ████ ███ ███ ██████ ███ ███ ████ ███████ ███ ███ ████ ███ ██████ ███ ███████ ███ ███ ████ ███ ██████ ███ ███████ ███ ███ ██████ ███ ███ ████ ███ ████████ ███ ███ ██████ ███ ███ ████ ███ ████████ [38, 1598, 413, 1713]
section-divider [38, 1509, 413, 1511]
dateline: ΑΘΗΝΑΙ, 23.— [47, 713, 101, 723]
dateline: ΟΥΑΣΙΓΚΤΩΝ, 22 (Ιδ. Υπηρ.).— [977, 1366, 1109, 1376]
headline: ΕΚΦΡΑΖΟΝΤΑΙ ΠΟΛΛΑΙ ΕΛΠΙΔΕΣ ΟΤΙ ΤΑΧΕΩΣ ΘΑ ΥΠΕΡΚΕΡΑΣΘΗ Η ΚΡΙΣΙΣ ΕΙΣ ΑΓ. ΔΟΜΙΝΙΚΟΝ [1134, 737, 1451, 770]
headline: ΑΝΑΜΝΗΣΤΙΚΟΝ ΓΡΑΜΜΑΤΟΣΗΜΟΝ ΤΟΝ ΠΕΝΤΕ ΣΕΝΤΣ [973, 1323, 1104, 1363]
section-divider [616, 1968, 960, 1970]
headline: ΜΙΚΡΟΦΩΝΟΣΘΕΝΤΕΣ ΑΥΤΟΤΡΑΥΜΑΤΙΣΘΗΣΑΝ ΕΝΤΟΣ ΚΡΑΤΗΤΗΡΙΩΝ [435, 1462, 595, 1502]
article-economic [425, 1265, 605, 1458]
section-divider [1119, 1708, 1466, 1710]
section-heading: Ο ΡΟΛΟΣ ΤΟΥ ΝΑΤΟ [1343, 329, 1420, 338]
